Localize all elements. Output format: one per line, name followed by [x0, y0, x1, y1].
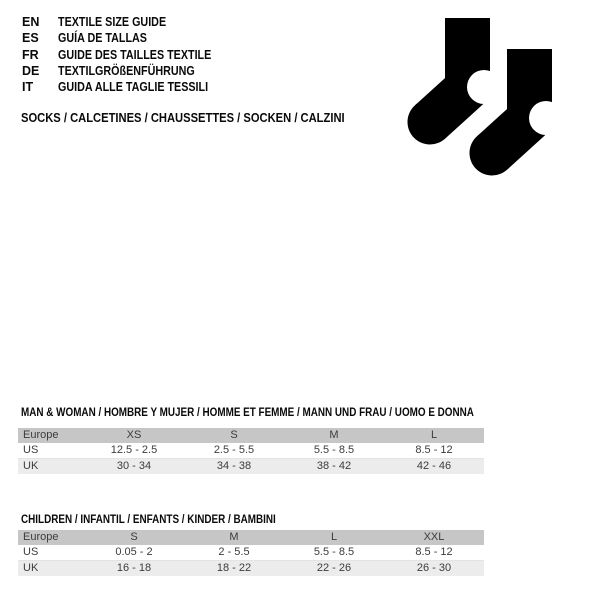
guide-title-en: TEXTILE SIZE GUIDE: [58, 15, 167, 29]
guide-title-de: TEXTILGRÖßENFÜHRUNG: [58, 63, 195, 78]
cell-value: 42 - 46: [416, 460, 452, 472]
table-row-us: [18, 443, 484, 459]
language-code: IT: [22, 80, 34, 95]
row-label: US: [18, 545, 84, 561]
cell-value: 5.5 - 8.5: [284, 545, 384, 561]
list-item: [22, 15, 236, 31]
col-header-region: Europe: [23, 531, 59, 543]
cell-value: 12.5 - 2.5: [84, 443, 184, 459]
guide-title-es: GUÍA DE TALLAS: [58, 31, 147, 46]
cell-value: 8.5 - 12: [384, 545, 484, 561]
guide-title-fr: GUIDE DES TAILLES TEXTILE: [58, 47, 212, 62]
col-header-region: Europe: [23, 429, 59, 441]
cell-value: 2.5 - 5.5: [184, 443, 284, 459]
language-code: FR: [22, 47, 39, 62]
col-header-m: M: [329, 429, 339, 441]
col-header-xxl: XXL: [423, 531, 445, 543]
row-label: US: [18, 443, 84, 459]
list-item: [22, 64, 236, 80]
table-row-us: [18, 545, 484, 561]
cell-value: 30 - 34: [116, 460, 152, 472]
col-header-m: M: [229, 531, 239, 543]
guide-title-it: GUIDA ALLE TAGLIE TESSILI: [58, 80, 209, 95]
cell-value: 34 - 38: [216, 460, 252, 472]
size-table-man-woman: [18, 428, 484, 474]
cell-value: 38 - 42: [316, 460, 352, 472]
table-row-uk: [18, 561, 484, 577]
table-row-uk: [18, 459, 484, 475]
socks-icon: [400, 10, 580, 185]
cell-value: 2 - 5.5: [184, 545, 284, 561]
list-item: [22, 48, 236, 64]
cell-value: 18 - 22: [216, 562, 252, 574]
category-heading: SOCKS / CALCETINES / CHAUSSETTES / SOCKEN / CALZINI: [21, 110, 345, 125]
col-header-l: L: [430, 429, 438, 441]
size-table-children: [18, 530, 484, 576]
language-code: EN: [22, 15, 40, 29]
cell-value: 22 - 26: [316, 562, 352, 574]
cell-value: 26 - 30: [416, 562, 452, 574]
col-header-xs: XS: [126, 429, 142, 441]
row-label: UK: [23, 460, 39, 472]
col-header-s: S: [230, 429, 238, 441]
list-item: [22, 80, 236, 96]
language-title-list: [22, 15, 236, 96]
cell-value: 16 - 18: [116, 562, 152, 574]
col-header-l: L: [330, 531, 338, 543]
list-item: [22, 31, 236, 47]
table-title-man-woman: MAN & WOMAN / HOMBRE Y MUJER / HOMME ET FEMME / MANN UND FRAU / UOMO E DONNA: [21, 407, 474, 419]
cell-value: 5.5 - 8.5: [284, 443, 384, 459]
row-label: UK: [23, 562, 39, 574]
sock-back: [408, 18, 502, 145]
language-code: DE: [22, 63, 40, 78]
table-title-children: CHILDREN / INFANTIL / ENFANTS / KINDER / BAMBINI: [21, 514, 276, 526]
language-code: ES: [22, 31, 39, 46]
cell-value: 8.5 - 12: [384, 443, 484, 459]
table-header-row: [18, 428, 484, 443]
col-header-s: S: [130, 531, 138, 543]
cell-value: 0.05 - 2: [84, 545, 184, 561]
table-header-row: [18, 530, 484, 545]
